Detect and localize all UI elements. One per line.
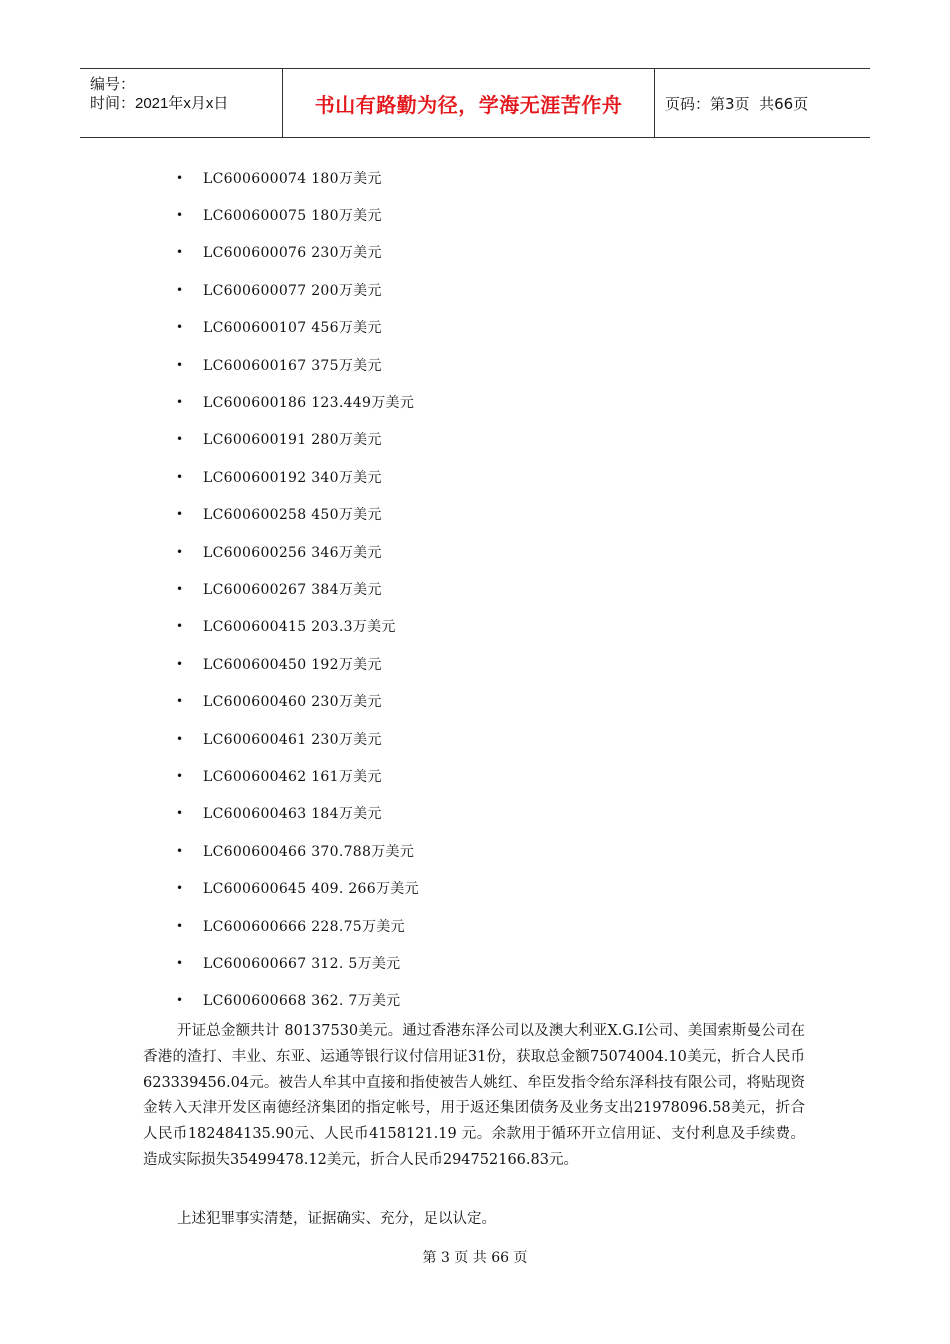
bullet-icon: • (176, 395, 184, 410)
list-item-text: LC600600668 362. 7万美元 (203, 993, 401, 1010)
list-item-text: LC600600667 312. 5万美元 (203, 955, 401, 972)
list-item (176, 271, 419, 308)
footer-page-number: 第 3 页 共 66 页 (422, 1250, 528, 1266)
bullet-icon: • (176, 843, 184, 858)
bullet-icon: • (176, 656, 184, 671)
header-motto-cell (283, 69, 655, 137)
list-item-text: LC600600167 375万美元 (203, 357, 382, 374)
list-item (176, 309, 419, 346)
list-item-text: LC600600462 161万美元 (203, 768, 382, 785)
list-item-text: LC600600076 230万美元 (203, 245, 382, 262)
list-item (176, 682, 419, 719)
bullet-icon: • (176, 507, 184, 522)
bullet-icon: • (176, 731, 184, 746)
list-item (176, 458, 419, 495)
list-item-text: LC600600460 230万美元 (203, 694, 382, 711)
list-item (176, 832, 419, 869)
bullet-icon: • (176, 208, 184, 223)
list-item-text: LC600600186 123.449万美元 (203, 395, 415, 412)
list-item (176, 159, 419, 196)
bullet-icon: • (176, 993, 184, 1008)
list-item-text: LC600600107 456万美元 (203, 320, 382, 337)
list-item (176, 944, 419, 981)
list-item (176, 421, 419, 458)
list-item (176, 533, 419, 570)
lc-list (176, 159, 419, 1019)
bullet-icon: • (176, 918, 184, 933)
bullet-icon: • (176, 694, 184, 709)
list-item-text: LC600600258 450万美元 (203, 507, 382, 524)
list-item-text: LC600600466 370.788万美元 (203, 843, 415, 860)
bullet-icon: • (176, 245, 184, 260)
list-item (176, 869, 419, 906)
bullet-icon: • (176, 881, 184, 896)
page-header (80, 68, 870, 138)
bullet-icon: • (176, 544, 184, 559)
list-item-text: LC600600077 200万美元 (203, 282, 382, 299)
bullet-icon: • (176, 619, 184, 634)
list-item (176, 757, 419, 794)
list-item (176, 720, 419, 757)
bullet-icon: • (176, 768, 184, 783)
bullet-icon: • (176, 469, 184, 484)
body-paragraph-conclusion: 上述犯罪事实清楚，证据确实、充分，足以认定。 (177, 1211, 496, 1227)
header-motto: 书山有路勤为径，学海无涯苦作舟 (314, 92, 623, 117)
list-item (176, 196, 419, 233)
header-page-cell (655, 69, 870, 137)
list-item (176, 570, 419, 607)
list-item-text: LC600600463 184万美元 (203, 806, 382, 823)
page-footer (0, 1247, 950, 1267)
list-item-text: LC600600415 203.3万美元 (203, 619, 396, 636)
list-item (176, 608, 419, 645)
header-meta (80, 69, 283, 137)
bullet-icon: • (176, 432, 184, 447)
list-item (176, 346, 419, 383)
list-item-text: LC600600666 228.75万美元 (203, 918, 405, 935)
list-item (176, 645, 419, 682)
bullet-icon: • (176, 357, 184, 372)
body-paragraph-summary: 开证总金额共计 80137530美元。通过香港东泽公司以及澳大利亚X.G.I公司、美国索斯曼公司在香港的渣打、丰业、东亚、运通等银行议付信用证31份，获取总金额75074004.10美元，折合人民币 623339456.04元。被告人牟其中直接和指使被告人姚红、牟臣发指令给东泽科技有限公司，将贴现资金转入天津开发区南德经济集团的指定帐号，用于返还集团债务及业务支出21978096.58美元，折合人民币182484135.90元、人民币4158121.19 元。余款用于循环开立信用证、支付利息及手续费。造成实际损失35499478.12美元，折合人民币294752166.83元。 (143, 1023, 805, 1168)
list-item (176, 907, 419, 944)
list-item (176, 383, 419, 420)
header-page-info: 页码：第3页 共66页 (665, 94, 809, 113)
list-item-text: LC600600461 230万美元 (203, 731, 382, 748)
list-item-text: LC600600256 346万美元 (203, 544, 382, 561)
bullet-icon: • (176, 581, 184, 596)
doc-time-label: 时间：2021年x月x日 (90, 95, 229, 112)
list-item (176, 496, 419, 533)
list-item-text: LC600600450 192万美元 (203, 656, 382, 673)
doc-number-label: 编号： (90, 76, 136, 93)
bullet-icon: • (176, 320, 184, 335)
list-item-text: LC600600267 384万美元 (203, 581, 382, 598)
list-item-text: LC600600074 180万美元 (203, 170, 382, 187)
bullet-icon: • (176, 170, 184, 185)
list-item (176, 795, 419, 832)
list-item-text: LC600600192 340万美元 (203, 469, 382, 486)
list-item (176, 234, 419, 271)
list-item-text: LC600600191 280万美元 (203, 432, 382, 449)
bullet-icon: • (176, 955, 184, 970)
list-item-text: LC600600645 409. 266万美元 (203, 881, 419, 898)
list-item-text: LC600600075 180万美元 (203, 208, 382, 225)
bullet-icon: • (176, 282, 184, 297)
list-item (176, 982, 419, 1019)
bullet-icon: • (176, 806, 184, 821)
